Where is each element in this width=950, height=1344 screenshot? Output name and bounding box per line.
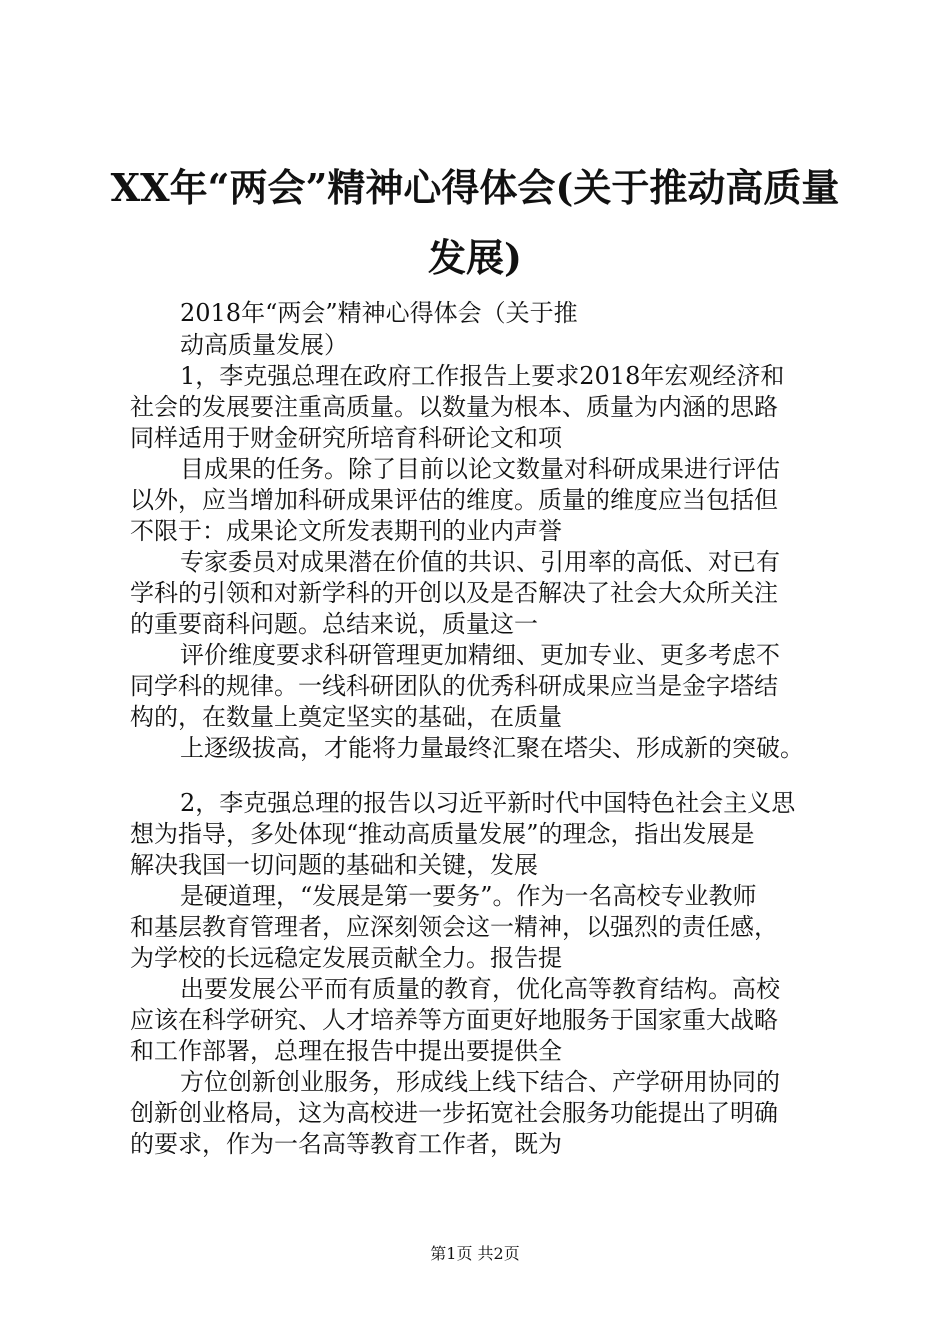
body-line: 1，李克强总理在政府工作报告上要求2018年宏观经济和 xyxy=(180,362,785,390)
document-title-line-2: 发展) xyxy=(428,235,522,280)
body-line: 是硬道理，“发展是第一要务”。作为一名高校专业教师 xyxy=(180,882,757,910)
body-line: 和基层教育管理者，应深刻领会这一精神，以强烈的责任感， xyxy=(130,913,778,941)
document-title-line-1: XX年“两会”精神心得体会(关于推动高质量 xyxy=(110,165,840,210)
body-line: 的要求，作为一名高等教育工作者，既为 xyxy=(130,1130,562,1158)
body-line: 的重要商科问题。总结来说，质量这一 xyxy=(130,610,538,638)
body-line: 为学校的长远稳定发展贡献全力。报告提 xyxy=(130,944,562,972)
body-line: 和工作部署，总理在报告中提出要提供全 xyxy=(130,1037,562,1065)
body-line: 想为指导，多处体现“推动高质量发展”的理念，指出发展是 xyxy=(130,820,755,848)
body-line: 学科的引领和对新学科的开创以及是否解决了社会大众所关注 xyxy=(130,579,778,607)
body-line: 构的，在数量上奠定坚实的基础，在质量 xyxy=(130,703,562,731)
body-line: 创新创业格局，这为高校进一步拓宽社会服务功能提出了明确 xyxy=(130,1099,778,1127)
body-line: 同学科的规律。一线科研团队的优秀科研成果应当是金字塔结 xyxy=(130,672,778,700)
body-line: 评价维度要求科研管理更加精细、更加专业、更多考虑不 xyxy=(180,641,780,669)
body-line: 专家委员对成果潜在价值的共识、引用率的高低、对已有 xyxy=(180,548,780,576)
body-line: 应该在科学研究、人才培养等方面更好地服务于国家重大战略 xyxy=(130,1006,778,1034)
body-line: 同样适用于财金研究所培育科研论文和项 xyxy=(130,424,562,452)
body-line: 动高质量发展） xyxy=(180,331,348,359)
body-line: 解决我国一切问题的基础和关键，发展 xyxy=(130,851,538,879)
body-line: 以外，应当增加科研成果评估的维度。质量的维度应当包括但 xyxy=(130,486,778,514)
body-line: 社会的发展要注重高质量。以数量为根本、质量为内涵的思路 xyxy=(130,393,778,421)
body-line: 上逐级拔高，才能将力量最终汇聚在塔尖、形成新的突破。 xyxy=(180,734,804,762)
body-line: 2，李克强总理的报告以习近平新时代中国特色社会主义思 xyxy=(180,789,796,817)
body-line: 2018年“两会”精神心得体会（关于推 xyxy=(180,299,578,327)
body-line: 目成果的任务。除了目前以论文数量对科研成果进行评估 xyxy=(180,455,780,483)
body-line: 不限于：成果论文所发表期刊的业内声誉 xyxy=(130,517,562,545)
body-line: 方位创新创业服务，形成线上线下结合、产学研用协同的 xyxy=(180,1068,780,1096)
page-footer: 第1页 共2页 xyxy=(430,1244,520,1263)
body-line: 出要发展公平而有质量的教育，优化高等教育结构。高校 xyxy=(180,975,780,1003)
